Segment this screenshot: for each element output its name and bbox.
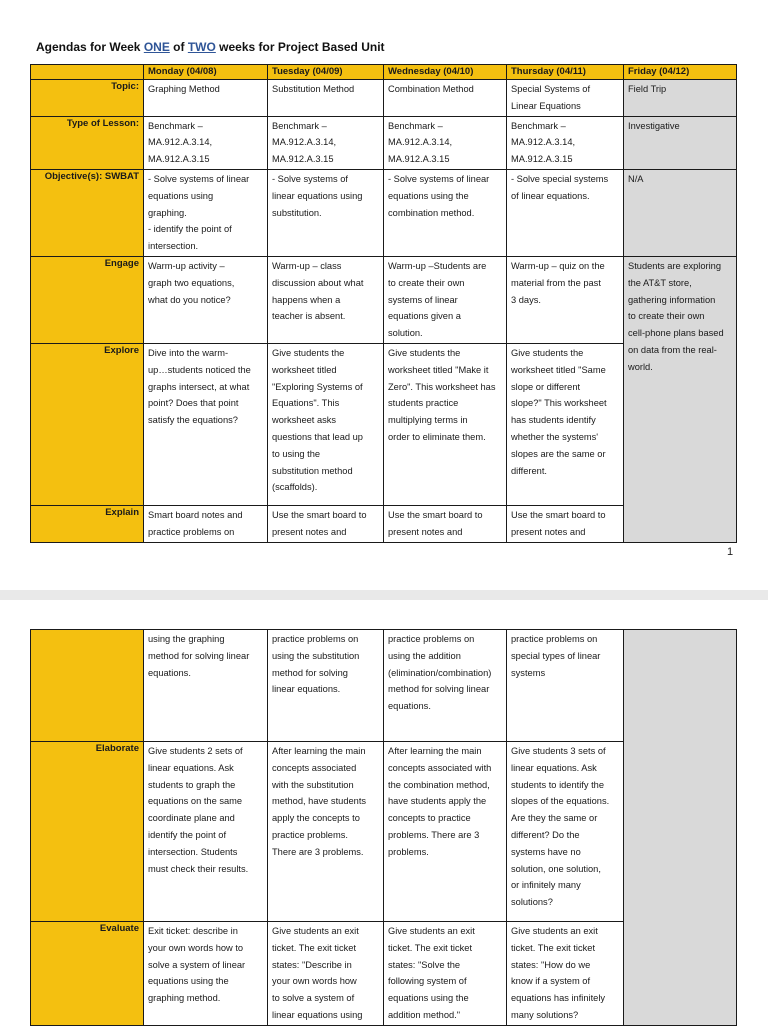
cell-text: After learning the main concepts associated with the combination method, have students apply the concepts to practice problems. There are 3 problems. [388,746,492,857]
objectives-friday [624,169,737,256]
row-topic [31,80,737,117]
elaborate-tuesday [268,742,384,922]
explain-cont-tuesday [268,630,384,742]
cell-text: practice problems on using the addition (elimination/combination) method for solving linear equations. [388,634,492,712]
cell-text: Dive into the warm- up…students noticed the graphs intersect, at what point? Does that point satisfy the equations? [148,347,251,426]
engage-wednesday [384,256,507,343]
row-label-explain: Explain [31,505,144,542]
explain-cont-monday [144,630,268,742]
document-page-2 [0,600,768,1024]
header-tuesday: Tuesday (04/09) [268,65,384,80]
cell-text: Combination Method [388,84,474,94]
cell-text: After learning the main concepts associated with the substitution method, have students apply the concepts to practice problems. There are 3 problems. [272,746,367,857]
cell-text: practice problems on special types of linear systems [511,634,601,678]
cell-text: - Solve systems of linear equations using substitution. [272,173,363,218]
cell-text: Benchmark – MA.912.A.3.14, MA.912.A.3.15 [511,120,576,165]
lesson-type-wednesday [384,116,507,169]
row-label-topic: Topic: [31,80,144,117]
lesson-type-tuesday [268,116,384,169]
topic-wednesday [384,80,507,117]
row-type-of-lesson [31,116,737,169]
page-separator [0,590,768,600]
cell-text: Graphing Method [148,84,220,94]
elaborate-monday [144,742,268,922]
row-objectives [31,169,737,256]
header-wednesday: Wednesday (04/10) [384,65,507,80]
row-label-engage: Engage [31,256,144,343]
explain-monday [144,505,268,542]
explain-wednesday [384,505,507,542]
row-label-objectives: Objective(s): SWBAT [31,169,144,256]
topic-tuesday [268,80,384,117]
explain-tuesday [268,505,384,542]
topic-monday [144,80,268,117]
cell-text: Field Trip [628,84,667,94]
objectives-tuesday [268,169,384,256]
friday-continued [624,630,737,1026]
cell-text: - Solve special systems of linear equations. [511,173,609,201]
cell-text: Students are exploring the AT&T store, gathering information to create their own cell-phone plans based on data from the real- world. [628,260,724,372]
header-monday: Monday (04/08) [144,65,268,80]
lesson-type-friday [624,116,737,169]
cell-text: Give students the worksheet titled "Make it Zero". This worksheet has students practice multiplying terms in order to eliminate them. [388,347,496,442]
cell-text: Use the smart board to present notes and [388,509,483,537]
objectives-wednesday [384,169,507,256]
cell-text: Exit ticket: describe in your own words how to solve a system of linear equations using the graphing method. [148,926,246,1004]
cell-text: using the graphing method for solving linear equations. [148,634,250,678]
title-of: of [169,40,188,54]
evaluate-thursday [507,922,624,1026]
row-engage [31,256,737,343]
explore-tuesday [268,343,384,505]
cell-text: Warm-up activity – graph two equations, what do you notice? [148,260,235,305]
engage-tuesday [268,256,384,343]
agenda-table-page-2 [30,629,737,1026]
row-label-elaborate: Elaborate [31,742,144,922]
row-explain-continued [31,630,737,742]
cell-text: Give students the worksheet titled "Exploring Systems of Equations". This worksheet asks questions that lead up to using the substitution method (scaffolds). [272,347,363,493]
cell-text: Use the smart board to present notes and [511,509,606,537]
row-label-explore: Explore [31,343,144,505]
cell-text: Benchmark – MA.912.A.3.14, MA.912.A.3.15 [272,120,337,165]
title-suffix: weeks for Project Based Unit [215,40,385,54]
header-friday: Friday (04/12) [624,65,737,80]
topic-friday [624,80,737,117]
title-week-one: ONE [143,40,170,54]
cell-text: Give students the worksheet titled "Same slope or different slope?" This worksheet has students identify whether the systems' slopes are the same or different. [511,347,607,476]
cell-text: - Solve systems of linear equations using the combination method. [388,173,490,218]
cell-text: Give students an exit ticket. The exit ticket states: "Describe in your own words how to solve a system of linear equations using [272,926,363,1020]
explain-cont-thursday [507,630,624,742]
explain-cont-wednesday [384,630,507,742]
explore-monday [144,343,268,505]
row-label-evaluate: Evaluate [31,922,144,1026]
engage-monday [144,256,268,343]
cell-text: Give students an exit ticket. The exit ticket states: "How do we know if a system of equations has infinitely many solutions? [511,926,606,1020]
explore-thursday [507,343,624,505]
topic-thursday [507,80,624,117]
engage-friday [624,256,737,542]
cell-text: Substitution Method [272,84,355,94]
document-title [36,40,385,54]
objectives-monday [144,169,268,256]
cell-text: Warm-up –Students are to create their own systems of linear equations given a solution. [388,260,487,339]
cell-text: Give students 2 sets of linear equations. Ask students to graph the equations on the same coordinate plane and identify the point of intersection. Students must check their results. [148,746,249,874]
header-corner [31,65,144,80]
elaborate-thursday [507,742,624,922]
cell-text: Warm-up – class discussion about what happens when a teacher is absent. [272,260,364,322]
lesson-type-monday [144,116,268,169]
evaluate-tuesday [268,922,384,1026]
header-row [31,65,737,80]
engage-thursday [507,256,624,343]
explain-thursday [507,505,624,542]
lesson-type-thursday [507,116,624,169]
header-thursday: Thursday (04/11) [507,65,624,80]
cell-text: Give students 3 sets of linear equations. Ask students to identify the slopes of the equations. Are they the same or different? Do the systems have no solution, one solution, or infinitely many solutions? [511,746,610,908]
row-label-explain-continued [31,630,144,742]
row-label-type-of-lesson: Type of Lesson: [31,116,144,169]
evaluate-wednesday [384,922,507,1026]
cell-text: - Solve systems of linear equations using graphing. - identify the point of intersection. [148,173,250,252]
evaluate-monday [144,922,268,1026]
cell-text: Use the smart board to present notes and [272,509,367,537]
elaborate-wednesday [384,742,507,922]
cell-text: Give students an exit ticket. The exit ticket states: "Solve the following system of equations using the addition method." [388,926,475,1020]
cell-text: Smart board notes and practice problems on [148,509,243,537]
agenda-table-page-1 [30,64,737,543]
cell-text: practice problems on using the substitution method for solving linear equations. [272,634,360,695]
page-number: 1 [727,546,734,558]
cell-text: Benchmark – MA.912.A.3.14, MA.912.A.3.15 [388,120,453,165]
cell-text: Special Systems of Linear Equations [511,84,591,111]
cell-text: Warm-up – quiz on the material from the past 3 days. [511,260,605,305]
title-prefix: Agendas for Week [36,40,144,54]
cell-text: N/A [628,173,644,184]
title-week-two: TWO [187,40,216,54]
explore-wednesday [384,343,507,505]
objectives-thursday [507,169,624,256]
cell-text: Investigative [628,120,680,131]
cell-text: Benchmark – MA.912.A.3.14, MA.912.A.3.15 [148,120,213,165]
